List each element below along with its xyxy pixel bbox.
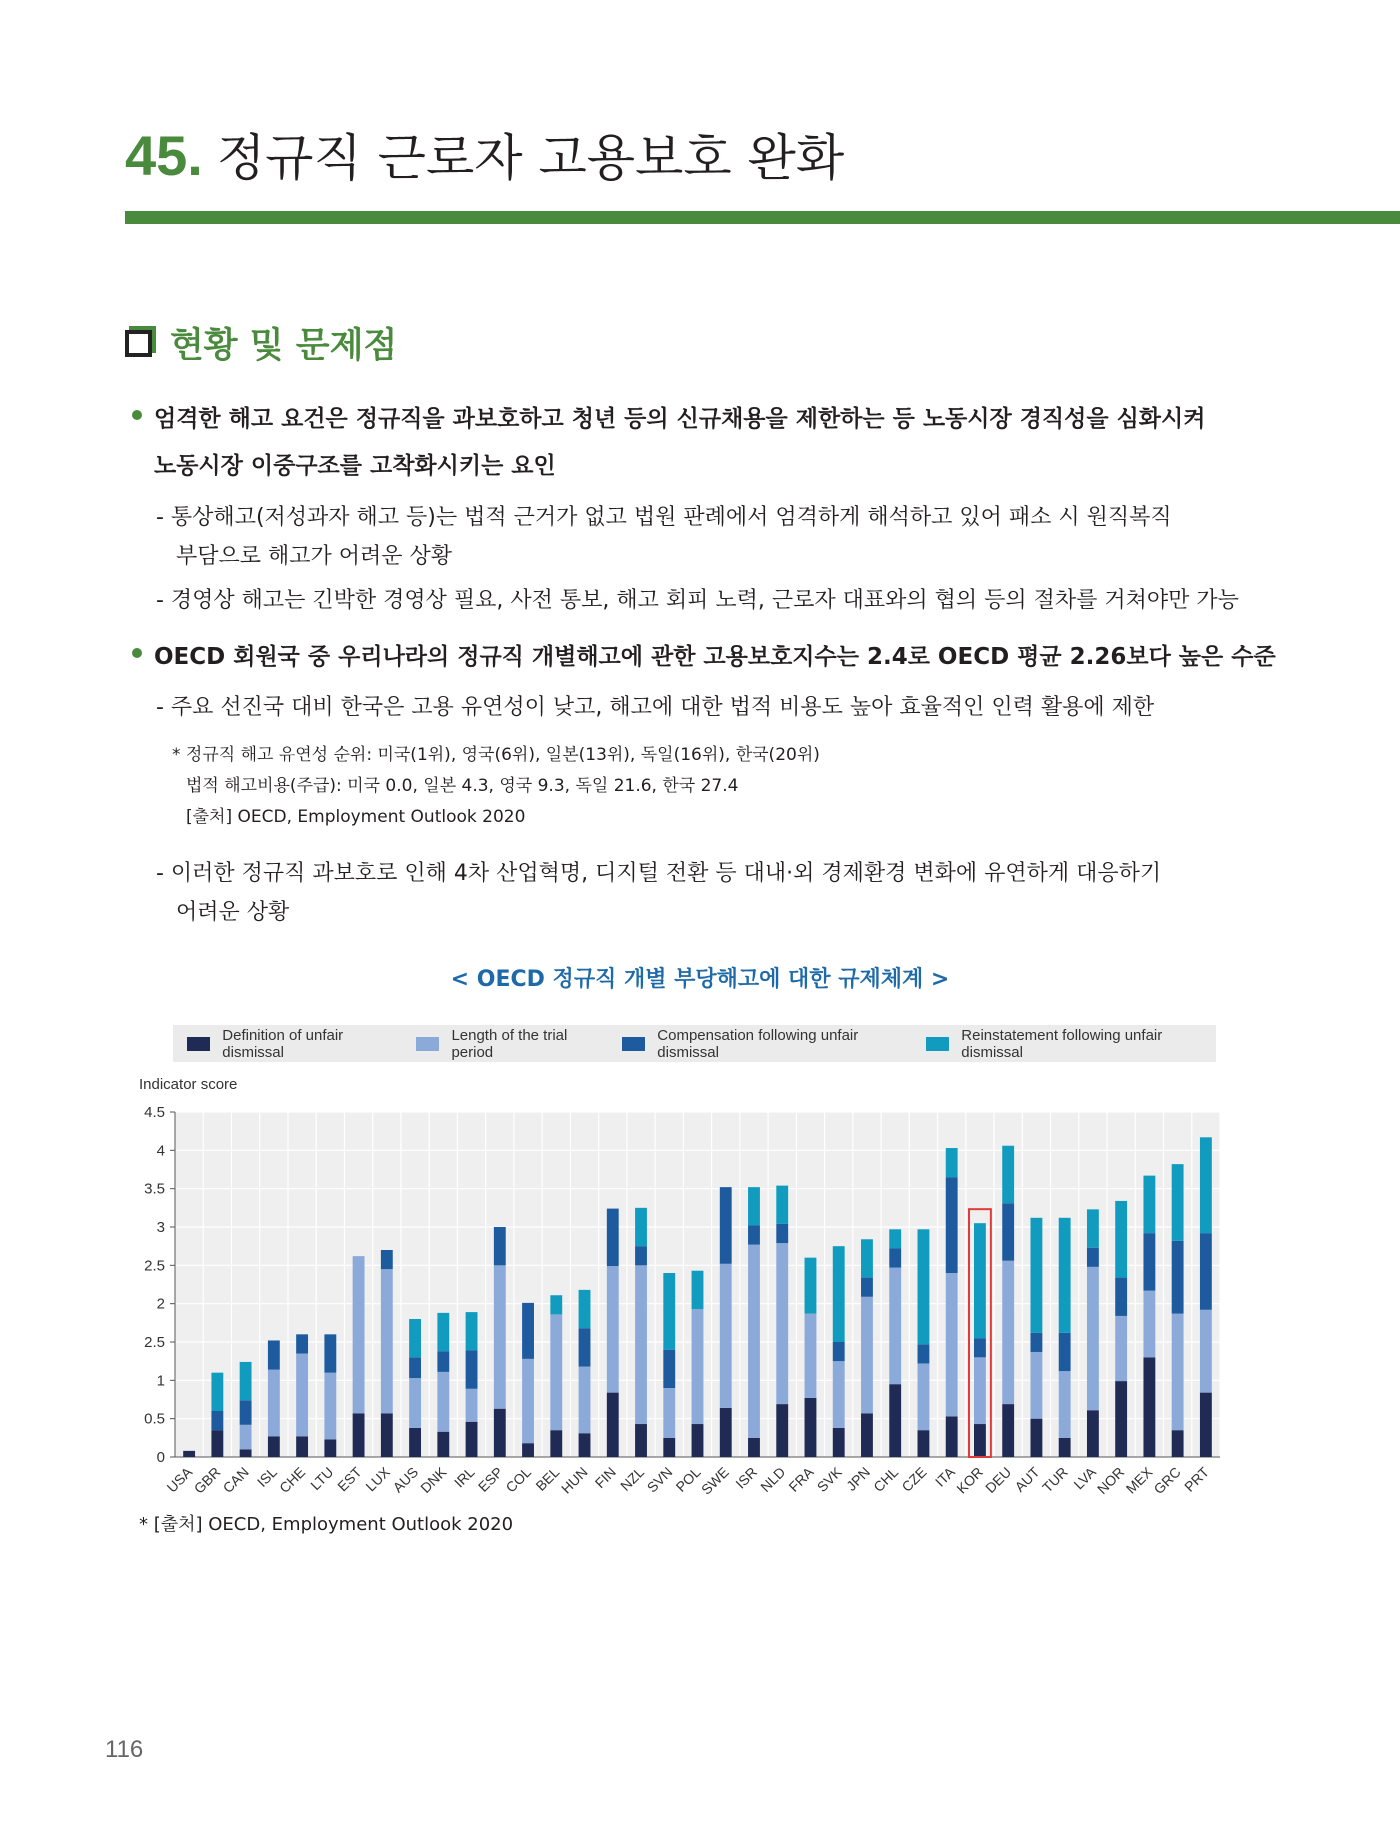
bar-segment-kor-s3: [974, 1223, 986, 1338]
bar-segment-nor-s2: [1115, 1278, 1127, 1316]
bar-segment-che-s0: [296, 1436, 308, 1457]
bar-segment-che-s2: [296, 1334, 308, 1353]
bullet-dot-icon: [132, 410, 142, 420]
bar-segment-svk-s3: [833, 1246, 845, 1342]
bullet-1-sub-1-line-1: - 통상해고(저성과자 해고 등)는 법적 근거가 없고 법원 판례에서 엄격하게 해석하고 있어 패소 시 원직복직: [156, 505, 1172, 530]
bar-segment-col-s1: [522, 1359, 534, 1443]
y-tick-label: 2.5: [144, 1257, 165, 1275]
bar-segment-hun-s3: [579, 1290, 591, 1328]
section-heading: [125, 318, 397, 368]
bar-segment-dnk-s3: [437, 1313, 449, 1351]
bar-segment-can-s3: [240, 1362, 252, 1400]
bar-segment-dnk-s2: [437, 1351, 449, 1372]
bar-segment-svn-s3: [663, 1273, 675, 1350]
legend-label: Reinstatement following unfair dismissal: [961, 1026, 1163, 1061]
bullet-2-sub-2-line-2: 어려운 상황: [176, 900, 290, 925]
legend-label: Length of the trial period: [451, 1026, 568, 1061]
bar-segment-kor-s0: [974, 1424, 986, 1457]
bar-segment-can-s1: [240, 1425, 252, 1450]
y-tick-label: 1: [156, 1372, 165, 1390]
footnote-ranking: * 정규직 해고 유연성 순위: 미국(1위), 영국(6위), 일본(13위), 독일(16위), 한국(20위): [172, 745, 820, 765]
bar-segment-pol-s0: [692, 1424, 704, 1457]
x-tick-label-tur: TUR: [1039, 1463, 1071, 1496]
x-tick-label-nld: NLD: [757, 1463, 789, 1495]
bar-segment-nld-s2: [776, 1224, 788, 1243]
bar-segment-jpn-s3: [861, 1239, 873, 1277]
x-tick-label-dnk: DNK: [417, 1463, 450, 1497]
bar-segment-nzl-s3: [635, 1208, 647, 1246]
bar-segment-mex-s2: [1143, 1233, 1155, 1291]
bar-segment-jpn-s2: [861, 1278, 873, 1297]
y-tick-label: 2: [156, 1295, 165, 1313]
x-tick-label-deu: DEU: [982, 1463, 1015, 1497]
x-tick-label-col: COL: [502, 1463, 535, 1496]
bar-segment-aus-s1: [409, 1378, 421, 1428]
bar-segment-chl-s2: [889, 1248, 901, 1267]
bar-segment-can-s2: [240, 1400, 252, 1425]
bar-segment-pol-s1: [692, 1309, 704, 1424]
bar-segment-svk-s0: [833, 1428, 845, 1457]
bar-segment-fin-s2: [607, 1209, 619, 1267]
x-tick-label-ltu: LTU: [307, 1463, 337, 1494]
bar-segment-aut-s1: [1030, 1352, 1042, 1419]
x-tick-label-esp: ESP: [474, 1463, 506, 1495]
chart-legend: [173, 1025, 1216, 1062]
bar-segment-ita-s1: [946, 1273, 958, 1416]
bar-segment-dnk-s1: [437, 1372, 449, 1432]
bar-segment-prt-s1: [1200, 1310, 1212, 1393]
x-tick-label-mex: MEX: [1122, 1463, 1156, 1497]
bar-segment-irl-s1: [466, 1389, 478, 1422]
bar-segment-mex-s1: [1143, 1291, 1155, 1358]
bullet-1: [132, 400, 1205, 433]
bullet-2-text: OECD 회원국 중 우리나라의 정규직 개별해고에 관한 고용보호지수는 2.4로 OECD 평균 2.26보다 높은 수준: [154, 644, 1276, 670]
section-title: 현황 및 문제점: [170, 326, 398, 366]
x-tick-label-nzl: NZL: [617, 1463, 648, 1494]
bar-segment-gbr-s3: [211, 1373, 223, 1411]
bullet-dot-icon: [132, 648, 142, 658]
bar-segment-swe-s1: [720, 1264, 732, 1408]
legend-item-definition: [187, 1027, 396, 1061]
x-tick-label-bel: BEL: [532, 1463, 563, 1494]
y-tick-label: 0.5: [144, 1410, 165, 1428]
x-tick-label-kor: KOR: [953, 1463, 987, 1497]
y-tick-label: 4: [156, 1142, 165, 1160]
bar-segment-grc-s2: [1172, 1241, 1184, 1314]
bar-segment-swe-s0: [720, 1408, 732, 1457]
bar-segment-isr-s1: [748, 1245, 760, 1438]
bar-segment-tur-s0: [1059, 1438, 1071, 1457]
bar-segment-bel-s3: [550, 1295, 562, 1314]
bar-segment-cze-s3: [918, 1229, 930, 1344]
bar-segment-esp-s0: [494, 1409, 506, 1457]
bar-segment-chl-s1: [889, 1268, 901, 1385]
bar-segment-nld-s1: [776, 1243, 788, 1404]
bar-segment-prt-s0: [1200, 1393, 1212, 1457]
bar-segment-cze-s2: [918, 1344, 930, 1363]
bar-segment-lva-s0: [1087, 1410, 1099, 1457]
bar-segment-svk-s1: [833, 1361, 845, 1428]
bar-segment-gbr-s2: [211, 1411, 223, 1430]
bar-segment-mex-s3: [1143, 1176, 1155, 1234]
x-tick-label-che: CHE: [275, 1463, 309, 1497]
bar-segment-col-s0: [522, 1443, 534, 1457]
bar-segment-fin-s1: [607, 1266, 619, 1393]
bar-segment-irl-s2: [466, 1350, 478, 1388]
x-tick-label-aus: AUS: [389, 1463, 422, 1496]
bullet-1-sub-1-line-2: 부담으로 해고가 어려운 상황: [176, 544, 453, 569]
bar-segment-svn-s2: [663, 1350, 675, 1388]
x-tick-label-irl: IRL: [450, 1463, 478, 1491]
bar-segment-fra-s1: [805, 1314, 817, 1398]
bar-segment-isl-s0: [268, 1436, 280, 1457]
bar-segment-aus-s2: [409, 1357, 421, 1378]
bar-segment-ita-s3: [946, 1148, 958, 1177]
bullet-2-sub-1: - 주요 선진국 대비 한국은 고용 유연성이 낮고, 해고에 대한 법적 비용도 높아 효율적인 인력 활용에 제한: [156, 695, 1155, 720]
bar-segment-tur-s3: [1059, 1218, 1071, 1333]
y-tick-label: 4.5: [144, 1104, 165, 1121]
bar-segment-nld-s3: [776, 1186, 788, 1224]
title-text: 정규직 근로자 고용보호 완화: [216, 129, 845, 187]
legend-swatch: [622, 1037, 645, 1051]
bar-segment-kor-s2: [974, 1338, 986, 1357]
bar-segment-deu-s1: [1002, 1261, 1014, 1404]
bar-segment-est-s1: [353, 1256, 365, 1413]
y-tick-label: 3.5: [144, 1180, 165, 1198]
bar-segment-jpn-s1: [861, 1297, 873, 1414]
legend-item-compensation: [622, 1027, 906, 1061]
bar-segment-aut-s3: [1030, 1218, 1042, 1333]
bar-segment-aus-s0: [409, 1428, 421, 1457]
x-tick-label-swe: SWE: [698, 1463, 732, 1498]
bar-segment-gbr-s0: [211, 1430, 223, 1457]
bar-segment-nor-s3: [1115, 1201, 1127, 1278]
bar-segment-ltu-s1: [324, 1373, 336, 1440]
bar-segment-hun-s1: [579, 1367, 591, 1434]
x-tick-label-lva: LVA: [1070, 1463, 1100, 1493]
chart-source: * [출처] OECD, Employment Outlook 2020: [139, 1514, 514, 1535]
bar-segment-mex-s0: [1143, 1357, 1155, 1457]
bar-segment-svk-s2: [833, 1342, 845, 1361]
bar-segment-prt-s2: [1200, 1233, 1212, 1310]
x-tick-label-ita: ITA: [931, 1463, 958, 1490]
bar-segment-aut-s2: [1030, 1333, 1042, 1352]
bar-segment-lux-s2: [381, 1250, 393, 1269]
title-number: 45.: [125, 124, 203, 187]
bar-segment-kor-s1: [974, 1357, 986, 1424]
bar-segment-nor-s1: [1115, 1316, 1127, 1381]
x-tick-label-aut: AUT: [1011, 1463, 1043, 1495]
x-tick-label-isl: ISL: [253, 1463, 280, 1490]
x-tick-label-hun: HUN: [557, 1463, 591, 1497]
bar-segment-tur-s1: [1059, 1371, 1071, 1438]
bar-segment-irl-s3: [466, 1312, 478, 1350]
title-underline: [125, 211, 1400, 224]
y-axis-label: Indicator score: [139, 1076, 238, 1093]
y-tick-label: 2.5: [144, 1334, 165, 1351]
legend-label: Definition of unfair dismissal: [222, 1026, 344, 1061]
bar-segment-lux-s0: [381, 1413, 393, 1457]
legend-swatch: [187, 1037, 210, 1051]
bar-segment-est-s0: [353, 1413, 365, 1457]
bar-segment-col-s2: [522, 1303, 534, 1359]
x-tick-label-prt: PRT: [1181, 1463, 1212, 1495]
bar-segment-hun-s0: [579, 1433, 591, 1457]
bar-segment-irl-s0: [466, 1422, 478, 1457]
bar-segment-lva-s2: [1087, 1248, 1099, 1267]
bar-segment-nld-s0: [776, 1404, 788, 1457]
y-tick-label: 3: [156, 1219, 165, 1236]
bar-segment-svn-s0: [663, 1438, 675, 1457]
x-tick-label-gbr: GBR: [190, 1463, 224, 1497]
page-number: 116: [105, 1736, 144, 1763]
x-tick-label-svk: SVK: [813, 1463, 845, 1495]
legend-swatch: [416, 1037, 439, 1051]
y-tick-label: 0: [156, 1449, 165, 1466]
x-tick-label-usa: USA: [163, 1463, 196, 1496]
bar-segment-deu-s2: [1002, 1203, 1014, 1261]
bar-segment-dnk-s0: [437, 1432, 449, 1457]
bullet-1-line-2: 노동시장 이중구조를 고착화시키는 요인: [154, 453, 556, 479]
legend-label: Compensation following unfair dismissal: [657, 1026, 859, 1061]
x-tick-label-svn: SVN: [643, 1463, 676, 1496]
bar-segment-swe-s2: [720, 1187, 732, 1264]
x-tick-label-grc: GRC: [1150, 1463, 1184, 1498]
bar-segment-fin-s0: [607, 1393, 619, 1457]
bar-segment-ltu-s0: [324, 1439, 336, 1457]
bar-segment-bel-s0: [550, 1430, 562, 1457]
bar-segment-lva-s1: [1087, 1267, 1099, 1410]
bar-segment-ita-s2: [946, 1177, 958, 1273]
bar-segment-fra-s3: [805, 1258, 817, 1314]
x-tick-label-chl: CHL: [870, 1463, 902, 1495]
legend-item-reinstatement: [926, 1027, 1210, 1061]
bar-segment-prt-s3: [1200, 1137, 1212, 1233]
x-tick-label-isr: ISR: [732, 1463, 761, 1492]
page-title: [125, 118, 844, 190]
bar-segment-can-s0: [240, 1449, 252, 1457]
bar-segment-grc-s1: [1172, 1314, 1184, 1431]
section-square-icon: [125, 330, 152, 357]
x-tick-label-jpn: JPN: [843, 1463, 874, 1494]
bar-segment-aus-s3: [409, 1319, 421, 1357]
bullet-1-sub-2: - 경영상 해고는 긴박한 경영상 필요, 사전 통보, 해고 회피 노력, 근로자 대표와의 협의 등의 절차를 거쳐야만 가능: [156, 588, 1239, 613]
bar-segment-grc-s0: [1172, 1430, 1184, 1457]
bar-segment-grc-s3: [1172, 1164, 1184, 1241]
bar-segment-che-s1: [296, 1354, 308, 1437]
bar-segment-chl-s3: [889, 1229, 901, 1248]
bar-segment-nor-s0: [1115, 1381, 1127, 1457]
bar-segment-pol-s3: [692, 1271, 704, 1309]
bar-segment-ltu-s2: [324, 1334, 336, 1372]
legend-swatch: [926, 1037, 949, 1051]
x-tick-label-lux: LUX: [362, 1463, 393, 1495]
bar-segment-isl-s2: [268, 1340, 280, 1369]
bar-segment-aut-s0: [1030, 1419, 1042, 1457]
stacked-bar-chart: [120, 1090, 1250, 1500]
bar-segment-chl-s0: [889, 1384, 901, 1457]
bar-segment-nzl-s1: [635, 1265, 647, 1424]
bar-segment-lux-s1: [381, 1269, 393, 1413]
bullet-2-sub-2-line-1: - 이러한 정규직 과보호로 인해 4차 산업혁명, 디지털 전환 등 대내·외 경제환경 변화에 유연하게 대응하기: [156, 861, 1162, 886]
bar-segment-nzl-s2: [635, 1246, 647, 1265]
bar-segment-tur-s2: [1059, 1333, 1071, 1371]
bar-segment-lva-s3: [1087, 1209, 1099, 1247]
legend-item-trial-period: [416, 1027, 602, 1061]
bar-segment-isr-s0: [748, 1438, 760, 1457]
bar-segment-isl-s1: [268, 1370, 280, 1437]
footnote-costs: 법적 해고비용(주급): 미국 0.0, 일본 4.3, 영국 9.3, 독일 21.6, 한국 27.4: [186, 776, 739, 796]
chart-title: < OECD 정규직 개별 부당해고에 대한 규제체계 >: [450, 967, 950, 992]
bar-segment-usa-s0: [183, 1451, 195, 1457]
bar-segment-isr-s2: [748, 1225, 760, 1244]
bar-segment-fra-s0: [805, 1398, 817, 1457]
bar-segment-esp-s1: [494, 1265, 506, 1408]
bar-segment-hun-s2: [579, 1328, 591, 1366]
bar-segment-deu-s3: [1002, 1146, 1014, 1204]
bar-segment-deu-s0: [1002, 1404, 1014, 1457]
bullet-1-line-1: 엄격한 해고 요건은 정규직을 과보호하고 청년 등의 신규채용을 제한하는 등 노동시장 경직성을 심화시켜: [154, 406, 1206, 432]
bullet-2: [132, 638, 1276, 671]
bar-segment-nzl-s0: [635, 1424, 647, 1457]
x-tick-label-est: EST: [334, 1463, 365, 1495]
bar-segment-svn-s1: [663, 1388, 675, 1438]
x-tick-label-can: CAN: [219, 1463, 252, 1497]
x-tick-label-fin: FIN: [591, 1463, 619, 1492]
bar-segment-cze-s0: [918, 1430, 930, 1457]
bar-segment-bel-s1: [550, 1314, 562, 1430]
x-tick-label-nor: NOR: [1093, 1463, 1128, 1498]
bar-segment-ita-s0: [946, 1416, 958, 1457]
bar-segment-jpn-s0: [861, 1413, 873, 1457]
x-tick-label-cze: CZE: [898, 1463, 930, 1495]
x-tick-label-fra: FRA: [785, 1463, 817, 1495]
bar-segment-isr-s3: [748, 1187, 760, 1225]
bar-segment-esp-s2: [494, 1227, 506, 1265]
bar-segment-cze-s1: [918, 1363, 930, 1430]
x-tick-label-pol: POL: [672, 1463, 704, 1495]
footnote-source: [출처] OECD, Employment Outlook 2020: [186, 807, 526, 827]
